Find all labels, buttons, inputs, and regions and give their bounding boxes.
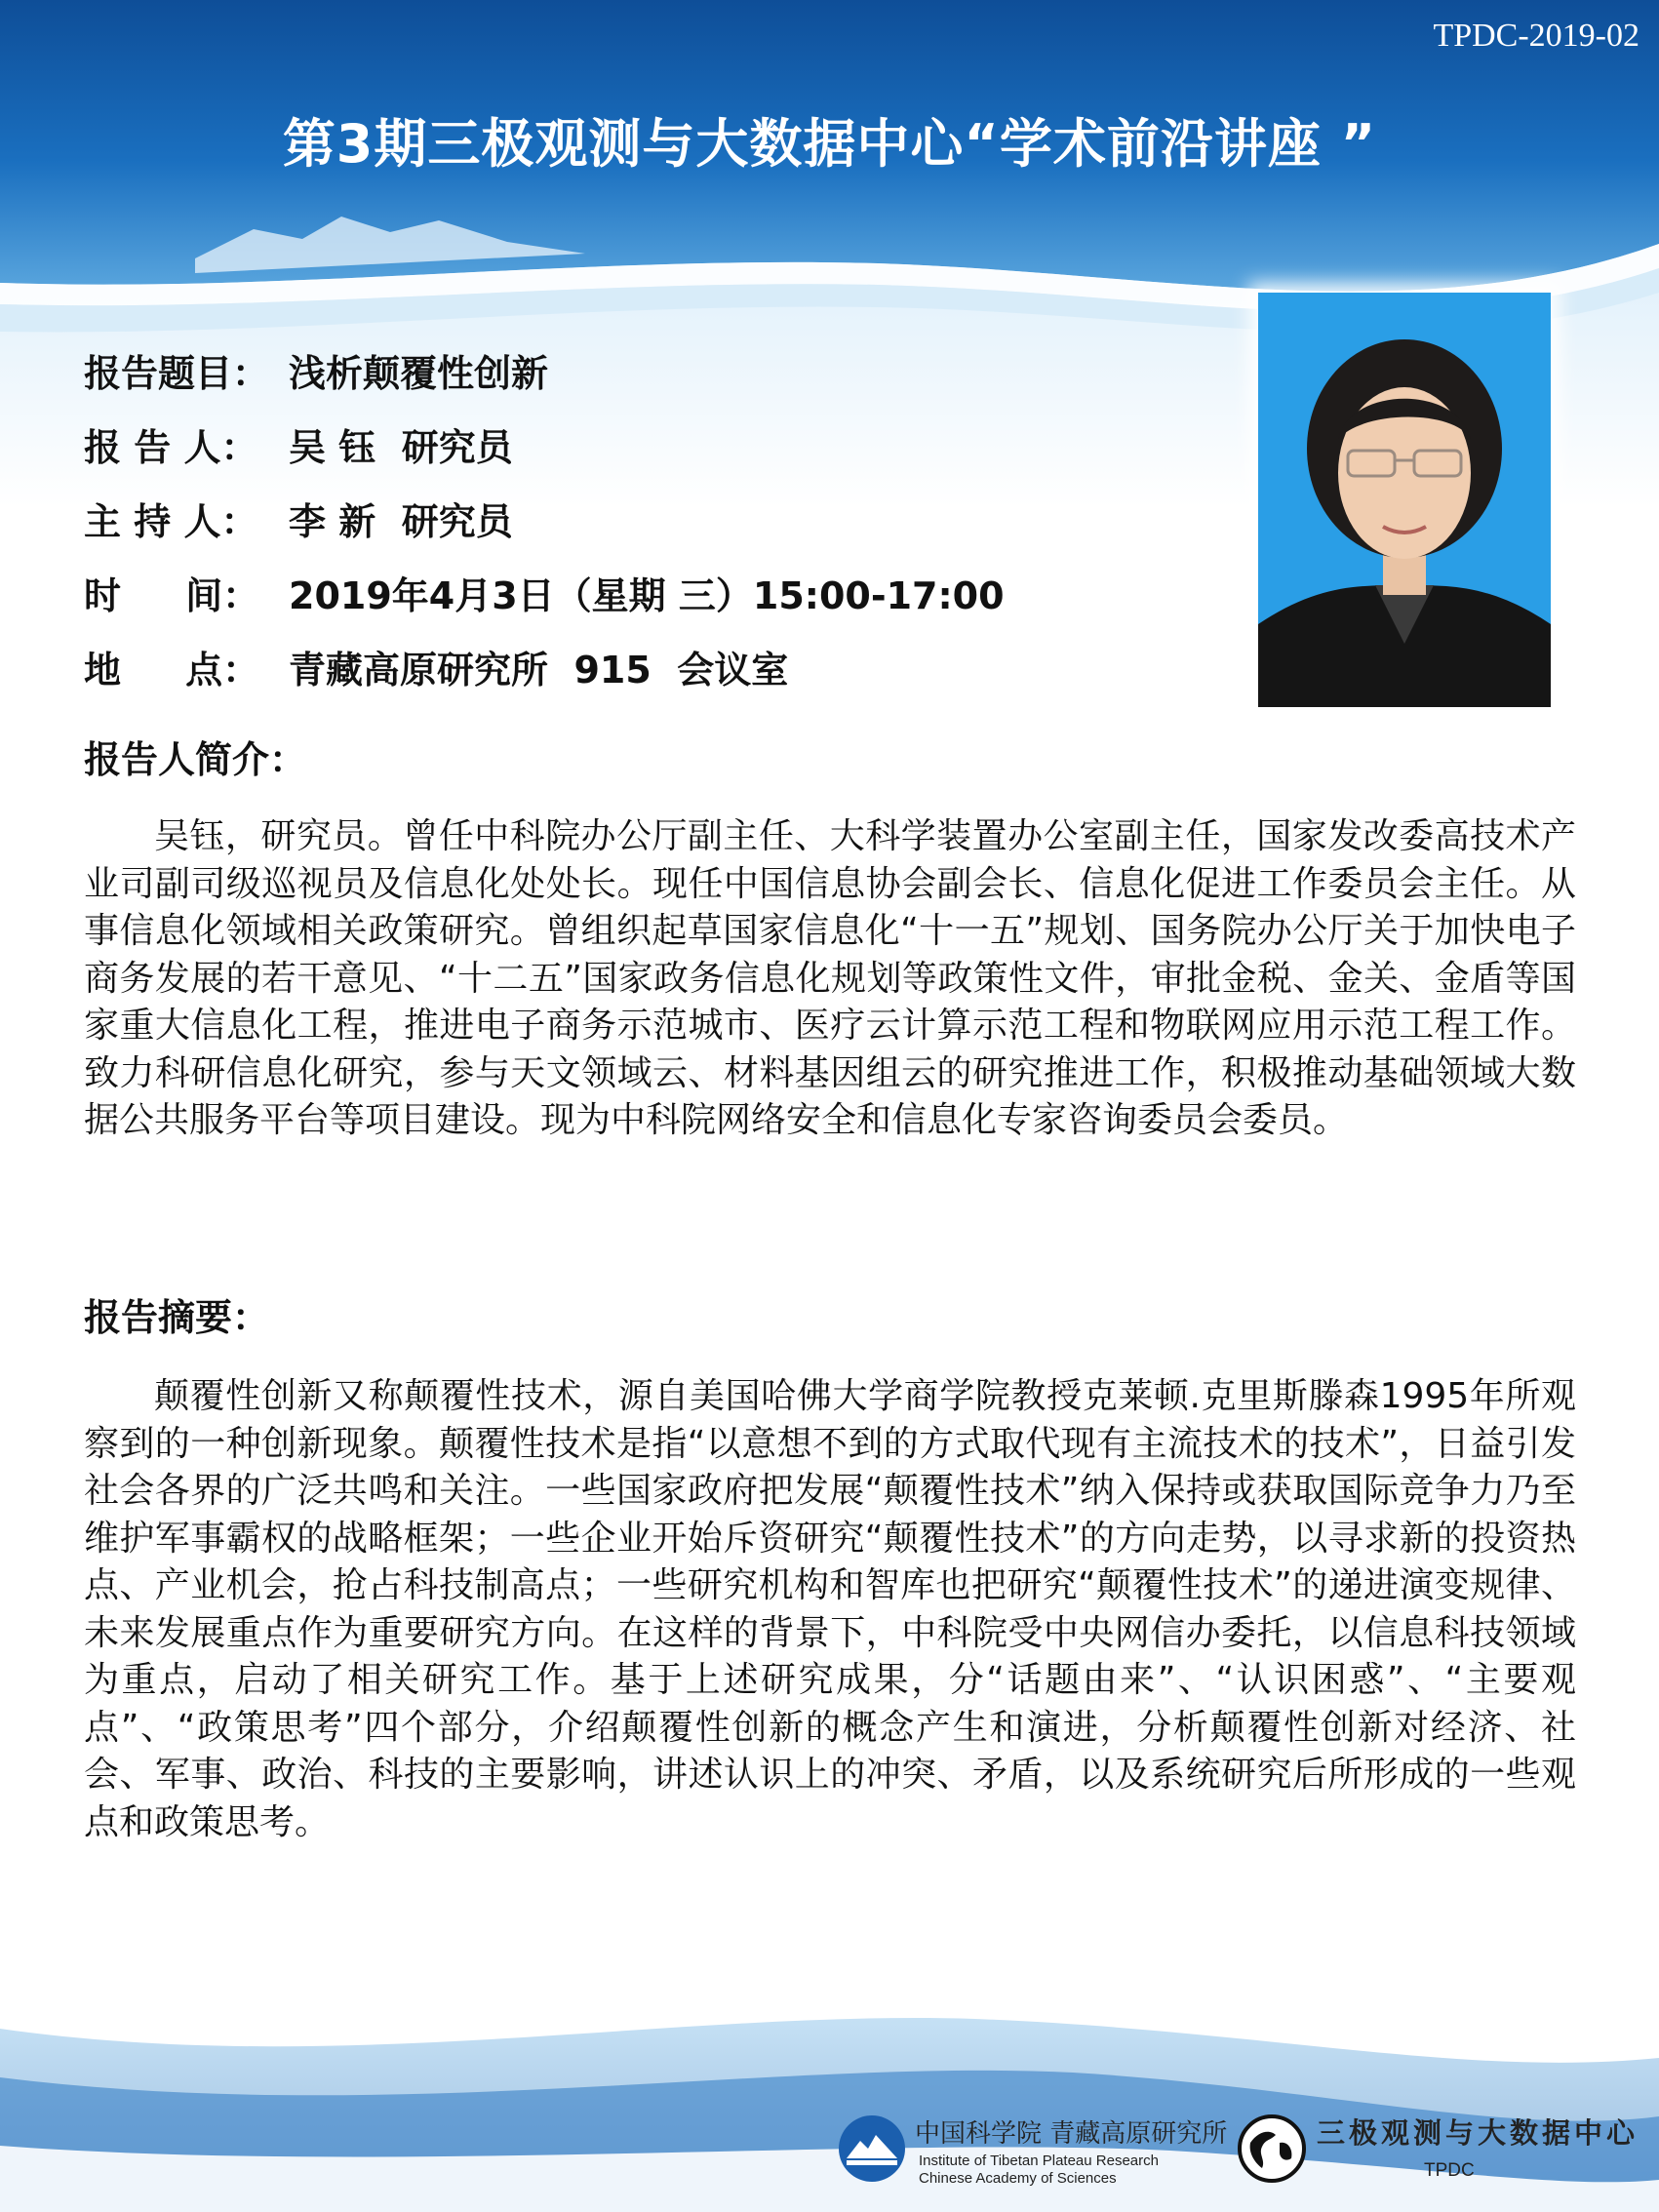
cas-institute-name: 中国科学院 青藏高原研究所 <box>915 2119 1228 2149</box>
info-row-location <box>84 633 1005 707</box>
info-label: 主 持 人： <box>84 500 258 543</box>
info-value: 青藏高原研究所 915 会议室 <box>289 649 789 691</box>
info-row-host <box>84 485 1005 559</box>
info-label: 时 间： <box>84 574 260 617</box>
abstract-text: 颠覆性创新又称颠覆性技术，源自美国哈佛大学商学院教授克莱顿.克里斯滕森1995年所观察到的一种创新现象。颠覆性技术是指“以意想不到的方式取代现有主流技术的技术”，日益引发社会各界的广泛共鸣和关注。一些国家政府把发展“颠覆性技术”纳入保持或获取国际竞争力乃至维护军事霸权的战略框架；一些企业开始斥资研究“颠覆性技术”的方向走势，以寻求新的投资热点、产业机会，抢占科技制高点；一些研究机构和智库也把研究“颠覆性技术”的递进演变规律、未来发展重点作为重要研究方向。在这样的背景下，中科院受中央网信办委托，以信息科技领域为重点，启动了相关研究工作。基于上述研究成果，分“话题由来”、“认识困惑”、“主要观点”、“政策思考”四个部分，介绍颠覆性创新的概念产生和演进，分析颠覆性创新对经济、社会、军事、政治、科技的主要影响，讲述认识上的冲突、矛盾，以及系统研究后所形成的一些观点和政策思考。 <box>84 1376 1576 1842</box>
itp-logo-icon <box>837 2113 907 2184</box>
info-value: 李 新 研究员 <box>289 500 513 543</box>
lecture-info <box>84 336 1005 707</box>
info-row-topic <box>84 336 1005 411</box>
info-label: 报 告 人： <box>84 426 258 469</box>
document-code: TPDC-2019-02 <box>1433 18 1639 54</box>
info-label: 地 点： <box>84 649 260 691</box>
tpdc-center-name: 三极观测与大数据中心 <box>1317 2116 1639 2150</box>
footer-logos <box>829 2112 1639 2190</box>
info-row-speaker <box>84 411 1005 485</box>
cas-english-line1: Institute of Tibetan Plateau Research <box>919 2153 1159 2169</box>
info-value: 2019年4月3日（星期 三）15:00-17:00 <box>289 574 1005 617</box>
page-title: 第3期三极观测与大数据中心“学术前沿讲座 ” <box>282 113 1377 175</box>
info-value: 吴 钰 研究员 <box>289 426 513 469</box>
bio-heading: 报告人简介： <box>84 738 307 781</box>
tpdc-globe-logo-icon <box>1237 2113 1307 2184</box>
info-value: 浅析颠覆性创新 <box>289 352 549 395</box>
cas-english-line2: Chinese Academy of Sciences <box>919 2170 1117 2187</box>
info-label: 报告题目： <box>84 352 270 395</box>
speaker-photo <box>1258 293 1551 707</box>
info-row-time <box>84 559 1005 633</box>
tpdc-abbreviation: TPDC <box>1424 2160 1475 2181</box>
bio-text: 吴钰，研究员。曾任中科院办公厅副主任、大科学装置办公室副主任，国家发改委高技术产业司副司级巡视员及信息化处处长。现任中国信息协会副会长、信息化促进工作委员会主任。从事信息化领域相关政策研究。曾组织起草国家信息化“十一五”规划、国务院办公厅关于加快电子商务发展的若干意见、“十二五”国家政务信息化规划等政策性文件，审批金税、金关、金盾等国家重大信息化工程，推进电子商务示范城市、医疗云计算示范工程和物联网应用示范工程工作。致力科研信息化研究，参与天文领域云、材料基因组云的研究推进工作，积极推动基础领域大数据公共服务平台等项目建设。现为中科院网络安全和信息化专家咨询委员会委员。 <box>84 816 1576 1140</box>
abstract-heading: 报告摘要： <box>84 1296 270 1339</box>
